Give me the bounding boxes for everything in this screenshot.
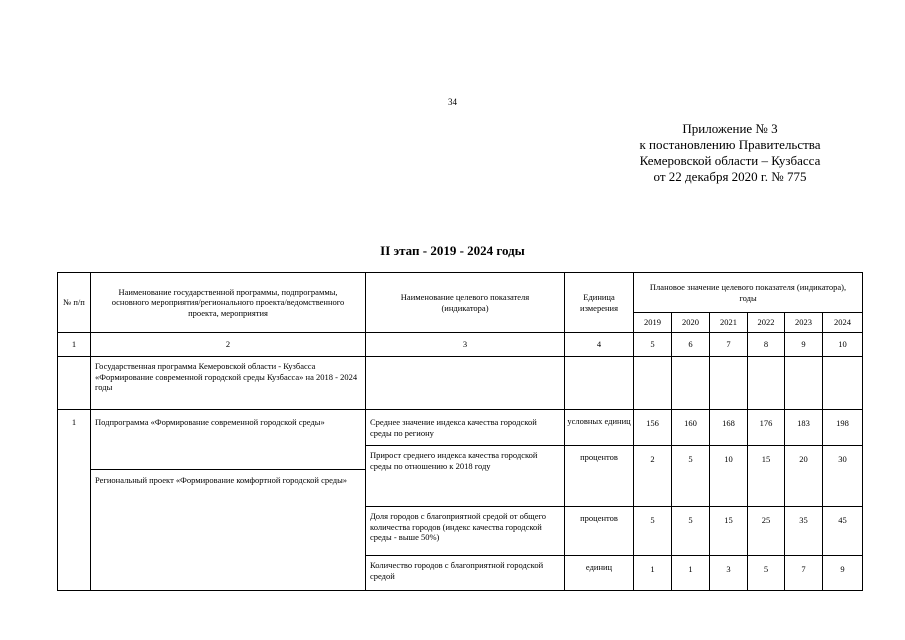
regional-project-name: Региональный проект «Формирование комфортной городской среды» (95, 475, 348, 485)
indicator-value: 2 (634, 446, 672, 507)
stage-title: II этап - 2019 - 2024 годы (380, 243, 525, 258)
indicator-value: 9 (823, 556, 863, 591)
header-year: 2024 (823, 313, 863, 333)
indicator-name: Доля городов с благоприятной средой от общего количества городов (индекс качества городской среды - выше 50%) (366, 507, 565, 556)
column-number: 9 (785, 333, 823, 357)
subprogram-num: 1 (58, 410, 91, 591)
appendix-header (600, 121, 860, 185)
appendix-line-3: Кемеровской области – Кузбасса (639, 153, 821, 168)
indicator-value: 1 (634, 556, 672, 591)
column-number: 4 (565, 333, 634, 357)
column-number: 10 (823, 333, 863, 357)
column-number: 7 (710, 333, 748, 357)
program-row (58, 357, 863, 410)
column-number: 1 (58, 333, 91, 357)
indicator-value: 5 (672, 507, 710, 556)
indicator-value: 176 (748, 410, 785, 446)
indicator-value: 10 (710, 446, 748, 507)
indicator-value: 5 (748, 556, 785, 591)
indicator-name: Прирост среднего индекса качества городской среды по отношению к 2018 году (366, 446, 565, 507)
header-year: 2020 (672, 313, 710, 333)
indicator-unit: единиц (565, 556, 634, 591)
column-number: 5 (634, 333, 672, 357)
indicator-name: Количество городов с благоприятной городской средой (366, 556, 565, 591)
indicator-value: 25 (748, 507, 785, 556)
column-number: 3 (366, 333, 565, 357)
indicator-value: 5 (634, 507, 672, 556)
appendix-line-1: Приложение № 3 (682, 121, 778, 136)
header-program: Наименование государственной программы, подпрограммы, основного мероприятия/регионального проекта/ведомственного проекта, мероприятия (91, 273, 366, 333)
indicator-unit: процентов (565, 446, 634, 507)
table-row (58, 410, 863, 446)
indicator-value: 7 (785, 556, 823, 591)
indicator-value: 183 (785, 410, 823, 446)
indicator-value: 5 (672, 446, 710, 507)
indicator-value: 15 (748, 446, 785, 507)
column-number: 6 (672, 333, 710, 357)
header-planned: Плановое значение целевого показателя (индикатора), годы (634, 273, 863, 313)
subprogram-cell (91, 410, 366, 591)
indicator-value: 3 (710, 556, 748, 591)
header-unit: Единица измерения (565, 273, 634, 333)
indicator-value: 168 (710, 410, 748, 446)
indicator-value: 45 (823, 507, 863, 556)
header-num: № п/п (58, 273, 91, 333)
indicator-value: 15 (710, 507, 748, 556)
header-year: 2022 (748, 313, 785, 333)
indicator-value: 20 (785, 446, 823, 507)
appendix-line-2: к постановлению Правительства (639, 137, 821, 152)
indicator-value: 30 (823, 446, 863, 507)
subprogram-name: Подпрограмма «Формирование современной городской среды» (95, 417, 325, 427)
column-numbers-row (58, 333, 863, 357)
header-indicator: Наименование целевого показателя (индикатора) (366, 273, 565, 333)
indicator-unit: процентов (565, 507, 634, 556)
indicator-value: 35 (785, 507, 823, 556)
header-year: 2023 (785, 313, 823, 333)
header-year: 2019 (634, 313, 672, 333)
column-number: 8 (748, 333, 785, 357)
indicator-value: 156 (634, 410, 672, 446)
indicator-value: 160 (672, 410, 710, 446)
appendix-line-4: от 22 декабря 2020 г. № 775 (653, 169, 807, 184)
indicator-unit: условных единиц (565, 410, 634, 446)
indicator-name: Среднее значение индекса качества городской среды по региону (366, 410, 565, 446)
program-name: Государственная программа Кемеровской области - Кузбасса «Формирование современной городской среды Кузбасса» на 2018 - 2024 годы (91, 357, 366, 410)
column-number: 2 (91, 333, 366, 357)
indicators-table (57, 272, 863, 591)
indicator-value: 198 (823, 410, 863, 446)
indicator-value: 1 (672, 556, 710, 591)
page-number: 34 (448, 97, 457, 107)
header-year: 2021 (710, 313, 748, 333)
